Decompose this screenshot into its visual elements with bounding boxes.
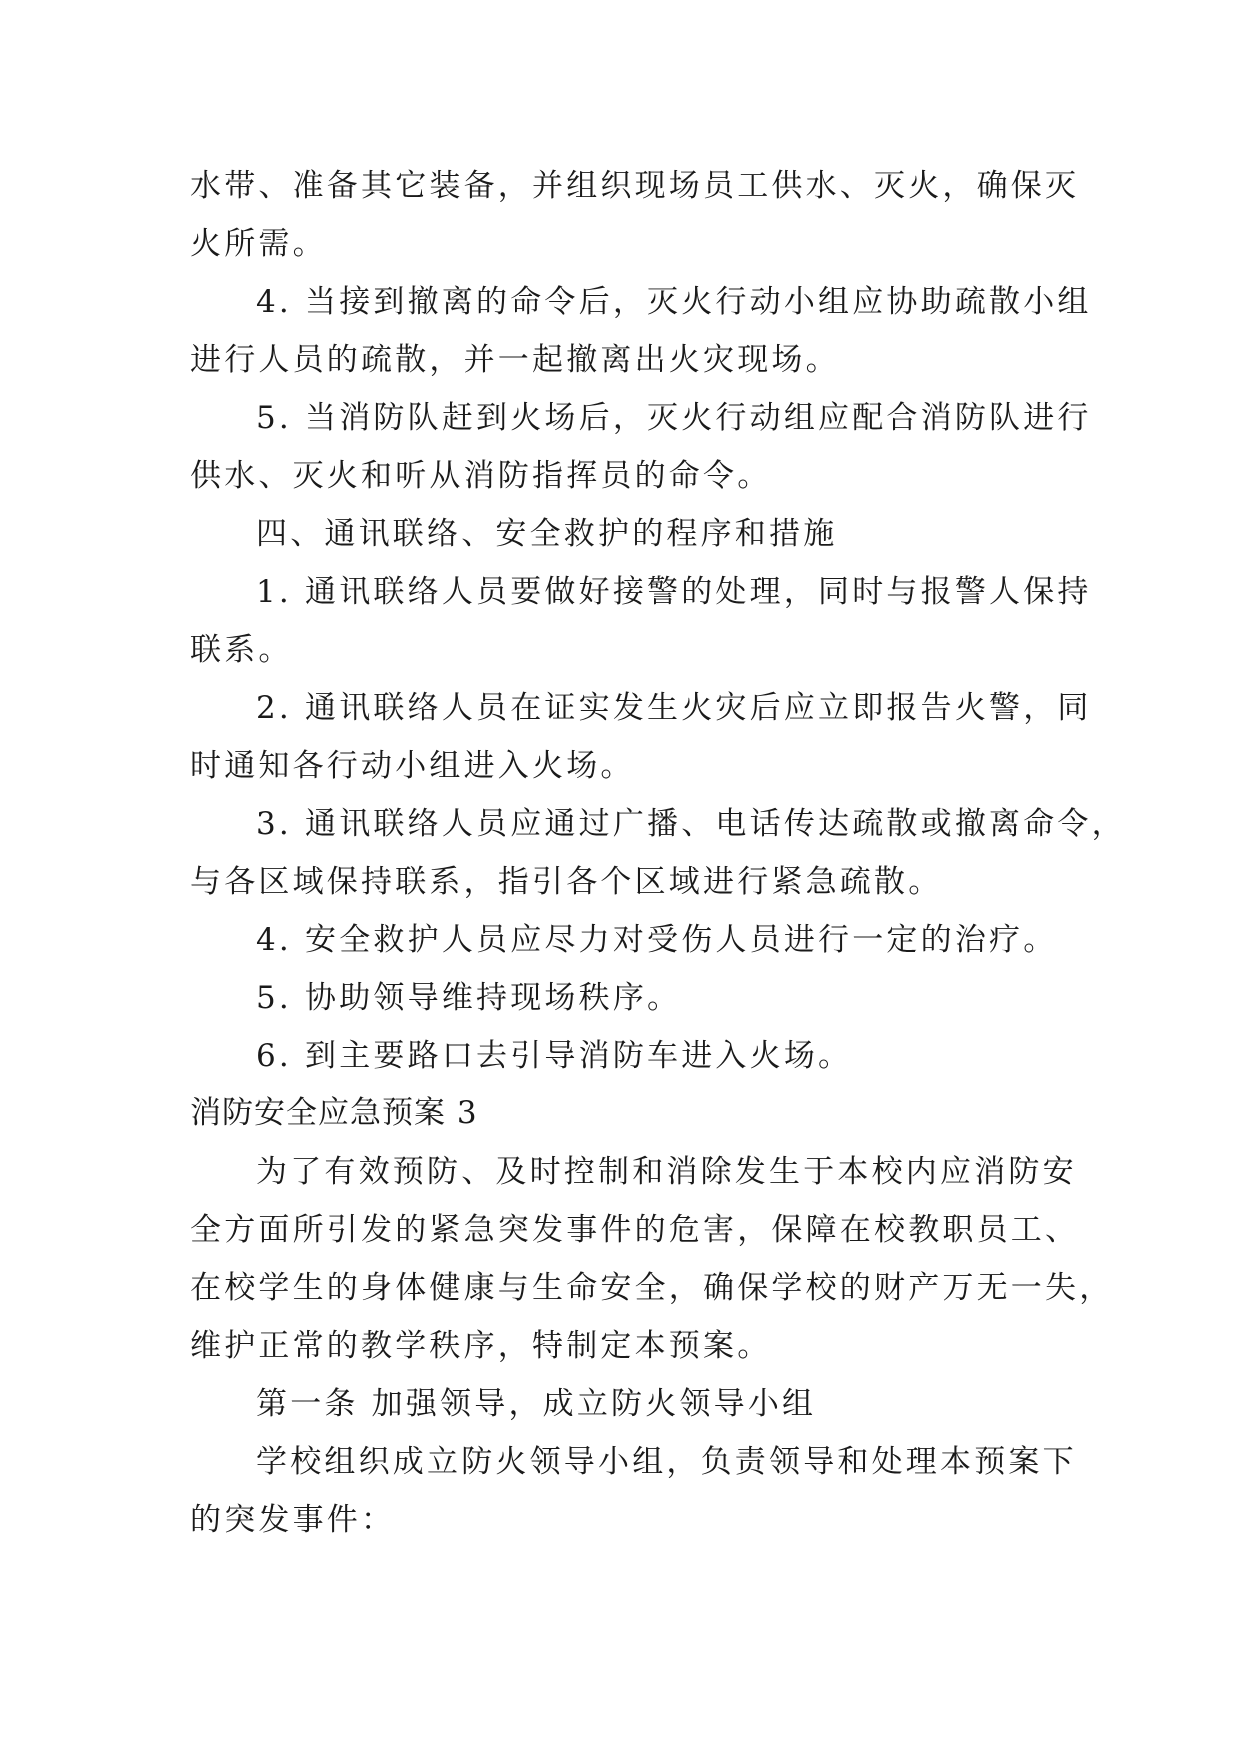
list-item: 3. 通讯联络人员应通过广播、电话传达疏散或撤离命令，	[256, 806, 1126, 842]
body-text-line: 水带、准备其它装备，并组织现场员工供水、灭火，确保灭	[190, 168, 1080, 204]
body-text-line: 联系。	[190, 632, 293, 668]
paragraph-first-line: 学校组织成立防火领导小组，负责领导和处理本预案下	[256, 1444, 1077, 1480]
list-item: 2. 通讯联络人员在证实发生火灾后应立即报告火警，同	[256, 690, 1092, 726]
document-title: 消防安全应急预案 3	[190, 1095, 478, 1131]
body-text-line: 进行人员的疏散，并一起撤离出火灾现场。	[190, 342, 840, 378]
body-text-line: 火所需。	[190, 226, 327, 262]
article-heading: 第一条 加强领导，成立防火领导小组	[256, 1386, 817, 1422]
body-text-line: 时通知各行动小组进入火场。	[190, 748, 635, 784]
body-text-line: 维护正常的教学秩序，特制定本预案。	[190, 1328, 772, 1364]
body-text-line: 与各区域保持联系，指引各个区域进行紧急疏散。	[190, 864, 943, 900]
section-heading: 四、通讯联络、安全救护的程序和措施	[256, 516, 838, 552]
list-item: 4. 安全救护人员应尽力对受伤人员进行一定的治疗。	[256, 922, 1058, 958]
list-item: 5. 当消防队赶到火场后，灭火行动组应配合消防队进行	[256, 400, 1092, 436]
list-item: 4. 当接到撤离的命令后，灭火行动小组应协助疏散小组	[256, 284, 1092, 320]
list-item: 5. 协助领导维持现场秩序。	[256, 980, 682, 1016]
body-text-line: 全方面所引发的紧急突发事件的危害，保障在校教职员工、	[190, 1212, 1080, 1248]
list-item: 1. 通讯联络人员要做好接警的处理，同时与报警人保持	[256, 574, 1092, 610]
paragraph-first-line: 为了有效预防、及时控制和消除发生于本校内应消防安	[256, 1154, 1077, 1190]
body-text-line: 的突发事件：	[190, 1502, 396, 1538]
body-text-line: 在校学生的身体健康与生命安全，确保学校的财产万无一失，	[190, 1270, 1114, 1306]
list-item: 6. 到主要路口去引导消防车进入火场。	[256, 1038, 853, 1074]
body-text-line: 供水、灭火和听从消防指挥员的命令。	[190, 458, 772, 494]
